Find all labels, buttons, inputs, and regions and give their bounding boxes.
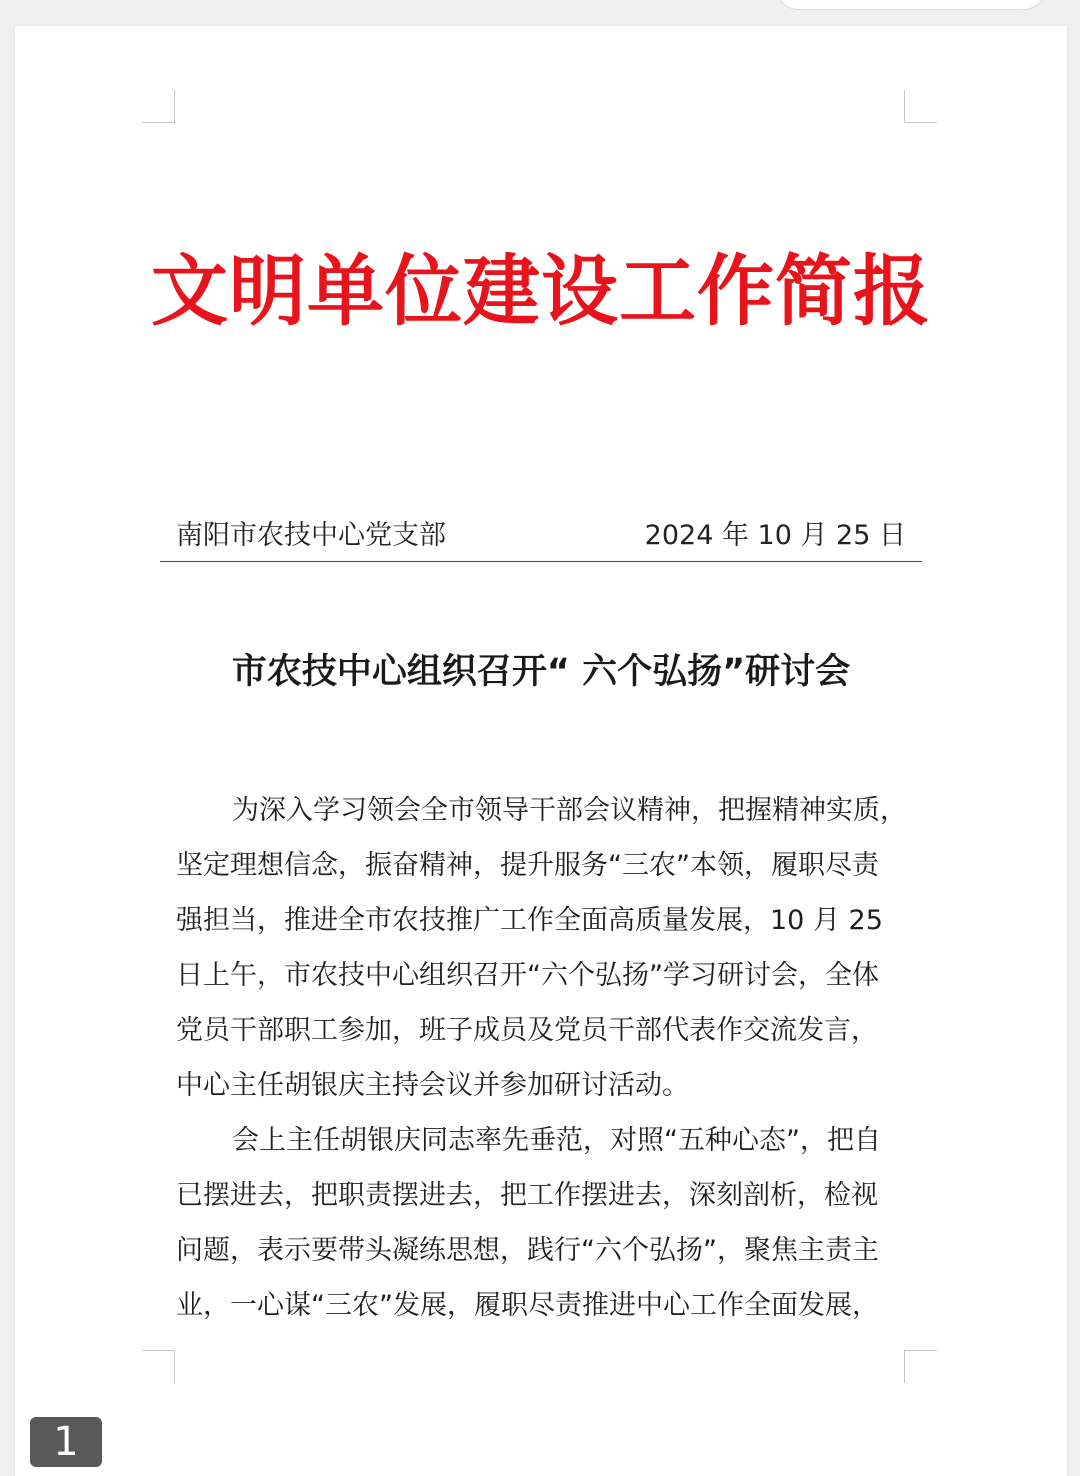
- body-line: 业，一心谋“三农”发展，履职尽责推进中心工作全面发展，: [176, 1290, 879, 1321]
- issue-date: 2024 年 10 月 25 日: [644, 520, 906, 551]
- article-body: [176, 783, 916, 1333]
- issuer-organization: 南阳市农技中心党支部: [176, 520, 446, 551]
- issuer-row: [176, 516, 906, 556]
- body-line: 为深入学习领会全市领导干部会议精神，把握精神实质，: [232, 795, 907, 826]
- body-line: 中心主任胡银庆主持会议并参加研讨活动。: [176, 1070, 689, 1101]
- body-line: 已摆进去，把职责摆进去，把工作摆进去，深刻剖析，检视: [176, 1180, 878, 1211]
- page-number-badge[interactable]: 1: [30, 1417, 102, 1467]
- masthead-title: 文明单位建设工作简报: [151, 248, 931, 337]
- article-title: 市农技中心组织召开“ 六个弘扬”研讨会: [231, 652, 851, 692]
- crop-mark-bottom-left: [142, 1350, 175, 1383]
- body-line: 党员干部职工参加，班子成员及党员干部代表作交流发言，: [176, 1015, 878, 1046]
- body-line: 强担当，推进全市农技推广工作全面高质量发展，10 月 25: [176, 905, 883, 936]
- body-line: 会上主任胡银庆同志率先垂范，对照“五种心态”，把自: [232, 1125, 881, 1156]
- body-line: 问题，表示要带头凝练思想，践行“六个弘扬”，聚焦主责主: [176, 1235, 879, 1266]
- red-divider: [160, 561, 922, 562]
- crop-mark-top-left: [142, 90, 175, 123]
- document-page: [15, 26, 1067, 1476]
- body-line: 日上午，市农技中心组织召开“六个弘扬”学习研讨会，全体: [176, 960, 879, 991]
- body-line: 坚定理想信念，振奋精神，提升服务“三农”本领，履职尽责: [176, 850, 879, 881]
- crop-mark-bottom-right: [904, 1350, 937, 1383]
- top-toolbar-pill[interactable]: [775, 0, 1047, 10]
- crop-mark-top-right: [904, 90, 937, 123]
